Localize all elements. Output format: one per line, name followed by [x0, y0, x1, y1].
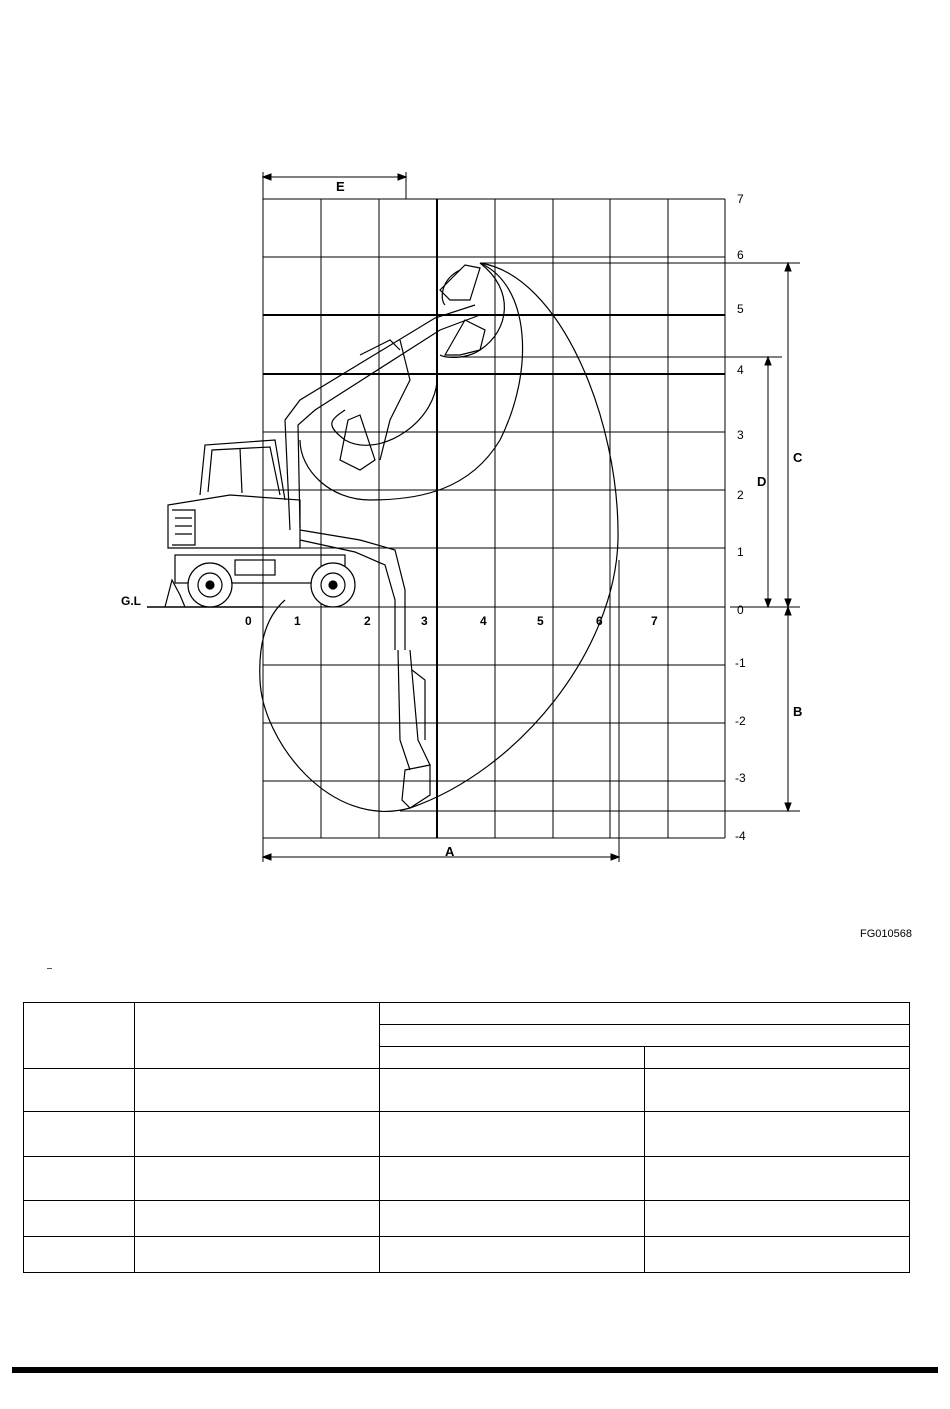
table-cell: [24, 1156, 135, 1200]
table-cell: [380, 1156, 645, 1200]
x-label: 7: [651, 614, 658, 628]
table-header-cell: [135, 1003, 380, 1069]
table-row: [24, 1200, 910, 1236]
table-header-row: [24, 1003, 910, 1025]
working-range-envelope: [260, 263, 618, 811]
table-cell: [24, 1200, 135, 1236]
y-label: -1: [735, 656, 746, 670]
y-label: -3: [735, 771, 746, 785]
table-cell: [380, 1112, 645, 1156]
y-label: 2: [737, 488, 744, 502]
table-cell: [380, 1069, 645, 1112]
table-cell: [24, 1069, 135, 1112]
dimension-a-label: A: [445, 844, 455, 859]
table-row: [24, 1156, 910, 1200]
bottom-rule: [12, 1367, 938, 1373]
small-tick-mark: [47, 968, 52, 969]
table-cell: [24, 1236, 135, 1272]
table-header-cell: [380, 1003, 910, 1025]
y-label: 1: [737, 545, 744, 559]
x-label: 5: [537, 614, 544, 628]
y-label: -4: [735, 829, 746, 843]
y-label: 0: [737, 603, 744, 617]
x-axis-labels: [245, 614, 658, 628]
dimension-d: [445, 357, 782, 607]
table-row: [24, 1069, 910, 1112]
dimension-b-label: B: [793, 704, 803, 719]
table-cell: [380, 1200, 645, 1236]
table-cell: [135, 1156, 380, 1200]
table-cell: [645, 1112, 910, 1156]
dimension-d-label: D: [757, 474, 767, 489]
table-cell: [645, 1200, 910, 1236]
x-label: 3: [421, 614, 428, 628]
table-cell: [135, 1069, 380, 1112]
table-header-cell: [380, 1025, 910, 1047]
ground-label: G.L: [121, 594, 141, 608]
table-cell: [24, 1112, 135, 1156]
y-label: 3: [737, 428, 744, 442]
table-cell: [645, 1236, 910, 1272]
x-label: 6: [596, 614, 603, 628]
x-label: 1: [294, 614, 301, 628]
table-row: [24, 1236, 910, 1272]
y-label: 5: [737, 302, 744, 316]
y-label: 4: [737, 363, 744, 377]
y-label: -2: [735, 714, 746, 728]
y-label: 7: [737, 192, 744, 206]
table-header-cell: [380, 1047, 645, 1069]
y-axis-labels: [735, 192, 746, 843]
figure-code: FG010568: [860, 928, 912, 940]
table-cell: [135, 1112, 380, 1156]
grid: [263, 199, 725, 838]
dimension-a: [263, 560, 619, 862]
x-label: 2: [364, 614, 371, 628]
table-header-cell: [645, 1047, 910, 1069]
table-header-cell: [24, 1003, 135, 1069]
table-cell: [380, 1236, 645, 1272]
table-cell: [645, 1156, 910, 1200]
y-label: 6: [737, 248, 744, 262]
specification-table: [23, 1002, 910, 1273]
dimension-e: [263, 172, 406, 199]
dimension-c-label: C: [793, 450, 803, 465]
dimension-e-label: E: [336, 179, 345, 194]
table-cell: [135, 1200, 380, 1236]
table-row: [24, 1112, 910, 1156]
x-label: 0: [245, 614, 252, 628]
table-cell: [645, 1069, 910, 1112]
table-cell: [135, 1236, 380, 1272]
x-label: 4: [480, 614, 487, 628]
